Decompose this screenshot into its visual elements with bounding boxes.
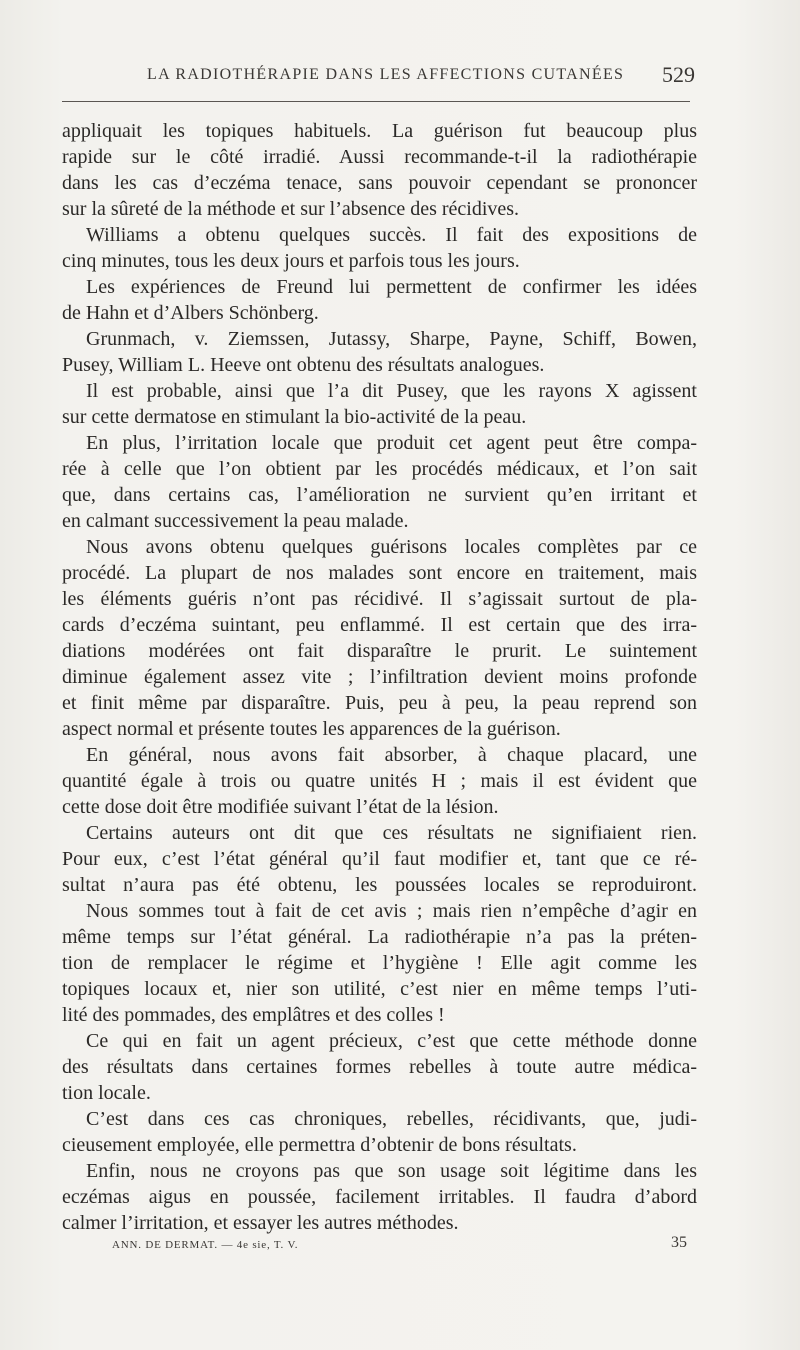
text-line: sur cette dermatose en stimulant la bio-activité de la peau. xyxy=(62,406,527,428)
text-line: diminue également assez vite ; l’infiltration devient moins profonde xyxy=(62,666,697,688)
text-line: Enfin, nous ne croyons pas que son usage soit légitime dans les xyxy=(86,1160,697,1182)
text-line: cette dose doit être modifiée suivant l’état de la lésion. xyxy=(62,796,499,818)
text-line: Nous avons obtenu quelques guérisons locales complètes par ce xyxy=(86,536,697,558)
text-line: en calmant successivement la peau malade. xyxy=(62,510,409,532)
text-line: Pusey, William L. Heeve ont obtenu des résultats analogues. xyxy=(62,354,545,376)
text-line: aspect normal et présente toutes les apparences de la guérison. xyxy=(62,718,561,740)
text-line: sultat n’aura pas été obtenu, les poussées locales se reproduiront. xyxy=(62,874,697,896)
text-line: rée à celle que l’on obtient par les procédés médicaux, et l’on sait xyxy=(62,458,697,480)
text-line: des résultats dans certaines formes rebelles à toute autre médica- xyxy=(62,1056,697,1078)
text-line: que, dans certains cas, l’amélioration ne survient qu’en irritant et xyxy=(62,484,697,506)
page-header xyxy=(62,62,695,92)
text-line: lité des pommades, des emplâtres et des colles ! xyxy=(62,1004,445,1026)
text-line: cieusement employée, elle permettra d’obtenir de bons résultats. xyxy=(62,1134,577,1156)
text-line: En général, nous avons fait absorber, à chaque placard, une xyxy=(86,744,697,766)
text-line: cinq minutes, tous les deux jours et parfois tous les jours. xyxy=(62,250,520,272)
text-line: appliquait les topiques habituels. La guérison fut beaucoup plus xyxy=(62,120,697,142)
signature-number: 35 xyxy=(671,1234,687,1251)
text-line: rapide sur le côté irradié. Aussi recommande-t-il la radiothérapie xyxy=(62,146,697,168)
text-line: Nous sommes tout à fait de cet avis ; mais rien n’empêche d’agir en xyxy=(86,900,697,922)
text-line: C’est dans ces cas chroniques, rebelles, récidivants, que, judi- xyxy=(86,1108,697,1130)
printer-signature: ANN. DE DERMAT. — 4e sie, T. V. xyxy=(112,1239,299,1251)
text-line: Ce qui en fait un agent précieux, c’est que cette méthode donne xyxy=(86,1030,697,1052)
text-line: quantité égale à trois ou quatre unités H ; mais il est évident que xyxy=(62,770,697,792)
text-line: topiques locaux et, nier son utilité, c’est nier en même temps l’uti- xyxy=(62,978,697,1000)
text-line: et finit même par disparaître. Puis, peu à peu, la peau reprend son xyxy=(62,692,697,714)
text-line: tion de remplacer le régime et l’hygiène ! Elle agit comme les xyxy=(62,952,697,974)
running-head: LA RADIOTHÉRAPIE DANS LES AFFECTIONS CUTANÉES xyxy=(147,66,625,83)
text-line: Les expériences de Freund lui permettent de confirmer les idées xyxy=(86,276,697,298)
text-line: Certains auteurs ont dit que ces résultats ne signifiaient rien. xyxy=(86,822,697,844)
text-line: cards d’eczéma suintant, peu enflammé. Il est certain que des irra- xyxy=(62,614,697,636)
text-line: diations modérées ont fait disparaître le prurit. Le suintement xyxy=(62,640,697,662)
text-line: tion locale. xyxy=(62,1082,151,1104)
text-line: procédé. La plupart de nos malades sont encore en traitement, mais xyxy=(62,562,697,584)
page-number: 529 xyxy=(662,62,695,87)
text-line: calmer l’irritation, et essayer les autres méthodes. xyxy=(62,1212,459,1234)
text-line: même temps sur l’état général. La radiothérapie n’a pas la préten- xyxy=(62,926,697,948)
text-line: Williams a obtenu quelques succès. Il fait des expositions de xyxy=(86,224,697,246)
text-line: eczémas aigus en poussée, facilement irritables. Il faudra d’abord xyxy=(62,1186,697,1208)
text-line: les éléments guéris n’ont pas récidivé. Il s’agissait surtout de pla- xyxy=(62,588,697,610)
text-line: de Hahn et d’Albers Schönberg. xyxy=(62,302,319,324)
text-line: En plus, l’irritation locale que produit cet agent peut être compa- xyxy=(86,432,697,454)
text-line: Grunmach, v. Ziemssen, Jutassy, Sharpe, Payne, Schiff, Bowen, xyxy=(86,328,697,350)
text-line: sur la sûreté de la méthode et sur l’absence des récidives. xyxy=(62,198,520,220)
header-rule xyxy=(62,101,690,102)
page-footer xyxy=(62,1234,695,1258)
text-line: dans les cas d’eczéma tenace, sans pouvoir cependant se prononcer xyxy=(62,172,697,194)
body-text xyxy=(62,118,697,1236)
text-line: Il est probable, ainsi que l’a dit Pusey, que les rayons X agissent xyxy=(86,380,697,402)
text-line: Pour eux, c’est l’état général qu’il faut modifier et, tant que ce ré- xyxy=(62,848,697,870)
